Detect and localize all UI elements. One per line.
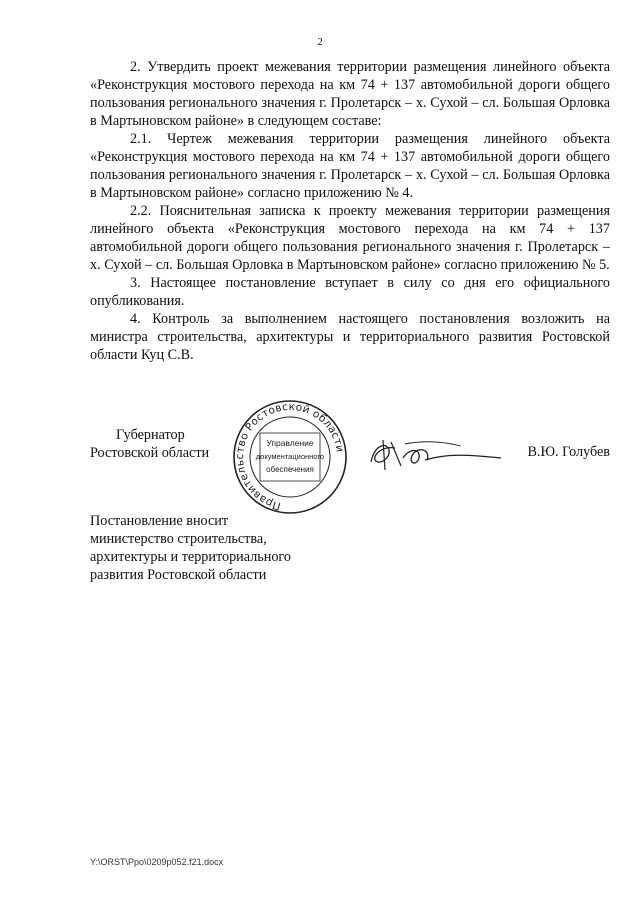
seal-inner-line2: документационного (255, 452, 325, 461)
signatory-title (90, 426, 209, 462)
submitter-note-line: архитектуры и территориального (90, 549, 291, 565)
handwritten-signature (365, 436, 505, 476)
signatory-name: В.Ю. Голубев (527, 444, 610, 460)
submitter-note-line: Постановление вносит (90, 513, 229, 529)
paragraph-4: 4. Контроль за выполнением настоящего постановления возложить на министра строительства, архитектуры и территориального развития Ростовской области Куц С.В. (90, 311, 610, 363)
submitter-note (90, 512, 291, 584)
official-seal (228, 398, 352, 516)
page-number: 2 (317, 36, 323, 48)
signatory-title-line2: Ростовской области (90, 445, 210, 461)
file-path-footer: Y:\ORST\Ppo\0209p052.f21.docx (90, 857, 224, 867)
seal-inner-line1: Управление (266, 438, 314, 448)
submitter-note-line: министерство строительства, (90, 531, 267, 547)
seal-outer-text: Правительство Ростовской области (234, 400, 346, 513)
paragraph-3: 3. Настоящее постановление вступает в силу со дня его официального опубликования. (90, 275, 610, 309)
paragraph-2-2: 2.2. Пояснительная записка к проекту межевания территории размещения линейного объекта «Реконструкция мостового перехода на км 74 + 137 автомобильной дороги общего пользования регионального значения г. Пролетарск – х. Сухой – сл. Большая Орловка в Мартыновском районе» согласно приложению № 5. (90, 203, 610, 273)
signature-block (90, 398, 610, 513)
paragraph-2-1: 2.1. Чертеж межевания территории размещения линейного объекта «Реконструкция мостового перехода на км 74 + 137 автомобильной дороги общего пользования регионального значения г. Пролетарск – х. Сухой – сл. Большая Орловка в Мартыновском районе» согласно приложению № 4. (90, 131, 610, 201)
paragraph-2: 2. Утвердить проект межевания территории размещения линейного объекта «Реконструкция мостового перехода на км 74 + 137 автомобильной дороги общего пользования регионального значения г. Пролетарск – х. Сухой – сл. Большая Орловка в Мартыновском районе» в следующем составе: (90, 59, 610, 129)
document-body (90, 58, 610, 364)
seal-inner-line3: обеспечения (266, 465, 314, 474)
submitter-note-line: развития Ростовской области (90, 567, 267, 583)
signatory-title-line1: Губернатор (116, 427, 185, 443)
